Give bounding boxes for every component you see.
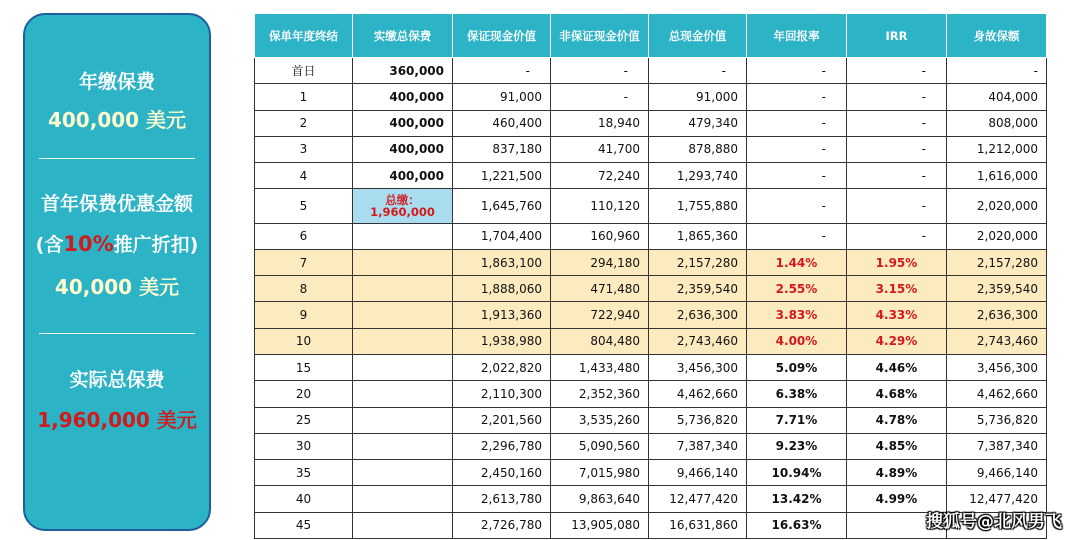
paid-premium-cell [353,460,453,486]
paid-premium-cell [353,302,453,328]
non-guaranteed-cash-cell: 294,180 [551,249,649,275]
total-cash-cell: 91,000 [649,84,747,110]
death-benefit-cell: 4,462,660 [947,381,1047,407]
paid-premium-cell: 400,000 [353,110,453,136]
death-benefit-cell: 2,743,460 [947,328,1047,354]
summary-panel [23,13,211,531]
year-cell: 6 [255,223,353,249]
col-header-year: 保单年度终结 [255,14,353,58]
non-guaranteed-cash-cell: 160,960 [551,223,649,249]
guaranteed-cash-cell: 2,022,820 [453,355,551,381]
year-cell: 4 [255,163,353,189]
irr-cell: - [847,163,947,189]
guaranteed-cash-cell: 2,726,780 [453,512,551,538]
death-benefit-cell: - [947,58,1047,84]
year-cell: 15 [255,355,353,381]
total-cash-cell: 4,462,660 [649,381,747,407]
col-header-total-cash: 总现金价值 [649,14,747,58]
death-benefit-cell: 1,616,000 [947,163,1047,189]
non-guaranteed-cash-cell: 9,863,640 [551,486,649,512]
irr-cell: - [847,136,947,162]
table-row [255,136,1047,162]
irr-cell: 4.68% [847,381,947,407]
death-benefit-cell: 2,020,000 [947,223,1047,249]
year-cell: 5 [255,189,353,223]
table-row [255,355,1047,381]
irr-cell: 4.89% [847,460,947,486]
discount-block [25,193,209,299]
non-guaranteed-cash-cell: 471,480 [551,276,649,302]
col-header-irr: IRR [847,14,947,58]
total-cash-cell: 3,456,300 [649,355,747,381]
irr-cell: - [847,189,947,223]
table-row [255,407,1047,433]
total-cash-cell: 1,865,360 [649,223,747,249]
non-guaranteed-cash-cell: 804,480 [551,328,649,354]
table-row [255,58,1047,84]
total-cash-cell: 9,466,140 [649,460,747,486]
irr-cell: - [847,223,947,249]
guaranteed-cash-cell: 2,613,780 [453,486,551,512]
annual-return-cell: 5.09% [747,355,847,381]
death-benefit-cell: 2,636,300 [947,302,1047,328]
year-cell: 1 [255,84,353,110]
guaranteed-cash-cell: 2,110,300 [453,381,551,407]
year-cell: 首日 [255,58,353,84]
year-cell: 10 [255,328,353,354]
paid-premium-cell [353,249,453,275]
discount-note-percent: 10% [63,231,114,256]
non-guaranteed-cash-cell: 2,352,360 [551,381,649,407]
table-row [255,302,1047,328]
guaranteed-cash-cell: 2,450,160 [453,460,551,486]
total-premium-value: 1,960,000 美元 [37,407,197,432]
total-cash-cell: 2,359,540 [649,276,747,302]
irr-cell: 1.95% [847,249,947,275]
total-cash-cell: 5,736,820 [649,407,747,433]
guaranteed-cash-cell: 1,704,400 [453,223,551,249]
table-row [255,460,1047,486]
total-note-value: 1,960,000 [370,205,435,219]
year-cell: 3 [255,136,353,162]
total-cash-cell: 1,293,740 [649,163,747,189]
death-benefit-cell: 1,212,000 [947,136,1047,162]
paid-premium-cell [353,407,453,433]
non-guaranteed-cash-cell: 18,940 [551,110,649,136]
paid-premium-cell [353,433,453,459]
annual-return-cell: 1.44% [747,249,847,275]
non-guaranteed-cash-cell: 7,015,980 [551,460,649,486]
guaranteed-cash-cell: 91,000 [453,84,551,110]
paid-premium-cell [353,486,453,512]
annual-return-cell: 9.23% [747,433,847,459]
discount-value: 40,000 美元 [54,274,180,299]
total-cash-cell: - [649,58,747,84]
year-cell: 9 [255,302,353,328]
year-cell: 30 [255,433,353,459]
guaranteed-cash-cell: 2,296,780 [453,433,551,459]
discount-note-suffix: 推广折扣) [113,233,199,256]
irr-cell: 4.78% [847,407,947,433]
guaranteed-cash-cell: 1,938,980 [453,328,551,354]
non-guaranteed-cash-cell: 13,905,080 [551,512,649,538]
death-benefit-cell: 808,000 [947,110,1047,136]
total-cash-cell: 878,880 [649,136,747,162]
guaranteed-cash-cell: 1,645,760 [453,189,551,223]
annual-premium-block [25,71,209,132]
annual-return-cell: - [747,58,847,84]
annual-premium-label: 年缴保费 [78,71,155,93]
total-cash-cell: 2,157,280 [649,249,747,275]
paid-premium-cell: 360,000 [353,58,453,84]
col-header-annual-return: 年回报率 [747,14,847,58]
irr-cell: 4.33% [847,302,947,328]
annual-return-cell: - [747,189,847,223]
total-premium-label: 实际总保费 [69,369,165,391]
discount-note [25,232,209,257]
total-note-label: 总缴： [385,192,420,207]
paid-premium-cell [353,512,453,538]
year-cell: 25 [255,407,353,433]
non-guaranteed-cash-cell: 72,240 [551,163,649,189]
table-row [255,381,1047,407]
policy-value-table [254,13,1047,539]
total-cash-cell: 16,631,860 [649,512,747,538]
watermark: 搜狐号@北风男飞 [926,512,1062,532]
irr-cell: 4.29% [847,328,947,354]
annual-return-cell: - [747,163,847,189]
total-cash-cell: 2,636,300 [649,302,747,328]
table-row [255,163,1047,189]
discount-note-prefix: (含 [35,233,64,256]
annual-premium-value: 400,000 美元 [47,107,187,132]
death-benefit-cell: 2,020,000 [947,189,1047,223]
total-cash-cell: 1,755,880 [649,189,747,223]
total-cash-cell: 479,340 [649,110,747,136]
annual-return-cell: - [747,84,847,110]
guaranteed-cash-cell: 1,888,060 [453,276,551,302]
paid-premium-cell: 400,000 [353,163,453,189]
guaranteed-cash-cell: - [453,58,551,84]
death-benefit-cell: 404,000 [947,84,1047,110]
table-row [255,84,1047,110]
non-guaranteed-cash-cell: 110,120 [551,189,649,223]
paid-premium-cell [353,381,453,407]
annual-return-cell: 13.42% [747,486,847,512]
annual-return-cell: 6.38% [747,381,847,407]
guaranteed-cash-cell: 837,180 [453,136,551,162]
year-cell: 2 [255,110,353,136]
annual-return-cell: 2.55% [747,276,847,302]
table-row [255,433,1047,459]
table-row [255,223,1047,249]
non-guaranteed-cash-cell: - [551,58,649,84]
col-header-guaranteed-cash: 保证现金价值 [453,14,551,58]
paid-premium-cell [353,223,453,249]
total-cash-cell: 2,743,460 [649,328,747,354]
year-cell: 8 [255,276,353,302]
irr-cell: 3.15% [847,276,947,302]
annual-return-cell: 16.63% [747,512,847,538]
death-benefit-cell: 9,466,140 [947,460,1047,486]
guaranteed-cash-cell: 2,201,560 [453,407,551,433]
annual-return-cell: 10.94% [747,460,847,486]
paid-premium-cell: 400,000 [353,136,453,162]
panel-divider [39,333,195,334]
annual-return-cell: 4.00% [747,328,847,354]
non-guaranteed-cash-cell: 5,090,560 [551,433,649,459]
death-benefit-cell: 12,477,420 [947,486,1047,512]
table-row [255,276,1047,302]
non-guaranteed-cash-cell: - [551,84,649,110]
year-cell: 45 [255,512,353,538]
total-cash-cell: 7,387,340 [649,433,747,459]
table-row [255,328,1047,354]
guaranteed-cash-cell: 1,221,500 [453,163,551,189]
annual-return-cell: 3.83% [747,302,847,328]
guaranteed-cash-cell: 460,400 [453,110,551,136]
table-row [255,189,1047,223]
non-guaranteed-cash-cell: 3,535,260 [551,407,649,433]
non-guaranteed-cash-cell: 1,433,480 [551,355,649,381]
non-guaranteed-cash-cell: 722,940 [551,302,649,328]
discount-label: 首年保费优惠金额 [40,193,193,215]
year-cell: 35 [255,460,353,486]
paid-premium-cell [353,328,453,354]
total-premium-block [25,369,209,432]
year-cell: 20 [255,381,353,407]
guaranteed-cash-cell: 1,913,360 [453,302,551,328]
death-benefit-cell: 2,359,540 [947,276,1047,302]
table-header-row [255,14,1047,58]
total-cash-cell: 12,477,420 [649,486,747,512]
death-benefit-cell: 2,157,280 [947,249,1047,275]
table-row [255,249,1047,275]
col-header-death-benefit: 身故保额 [947,14,1047,58]
paid-premium-cell [353,189,453,223]
irr-cell: - [847,84,947,110]
irr-cell: 4.85% [847,433,947,459]
death-benefit-cell: 3,456,300 [947,355,1047,381]
table-row [255,110,1047,136]
guaranteed-cash-cell: 1,863,100 [453,249,551,275]
year-cell: 7 [255,249,353,275]
panel-divider [39,158,195,159]
paid-premium-cell: 400,000 [353,84,453,110]
annual-return-cell: 7.71% [747,407,847,433]
non-guaranteed-cash-cell: 41,700 [551,136,649,162]
col-header-non-guaranteed-cash: 非保证现金价值 [551,14,649,58]
annual-return-cell: - [747,223,847,249]
death-benefit-cell: 7,387,340 [947,433,1047,459]
annual-return-cell: - [747,110,847,136]
irr-cell: - [847,58,947,84]
irr-cell: 4.99% [847,486,947,512]
annual-return-cell: - [747,136,847,162]
paid-premium-cell [353,276,453,302]
irr-cell: 4.46% [847,355,947,381]
paid-premium-cell [353,355,453,381]
death-benefit-cell: 5,736,820 [947,407,1047,433]
year-cell: 40 [255,486,353,512]
col-header-paid-premium: 实缴总保费 [353,14,453,58]
irr-cell: - [847,110,947,136]
